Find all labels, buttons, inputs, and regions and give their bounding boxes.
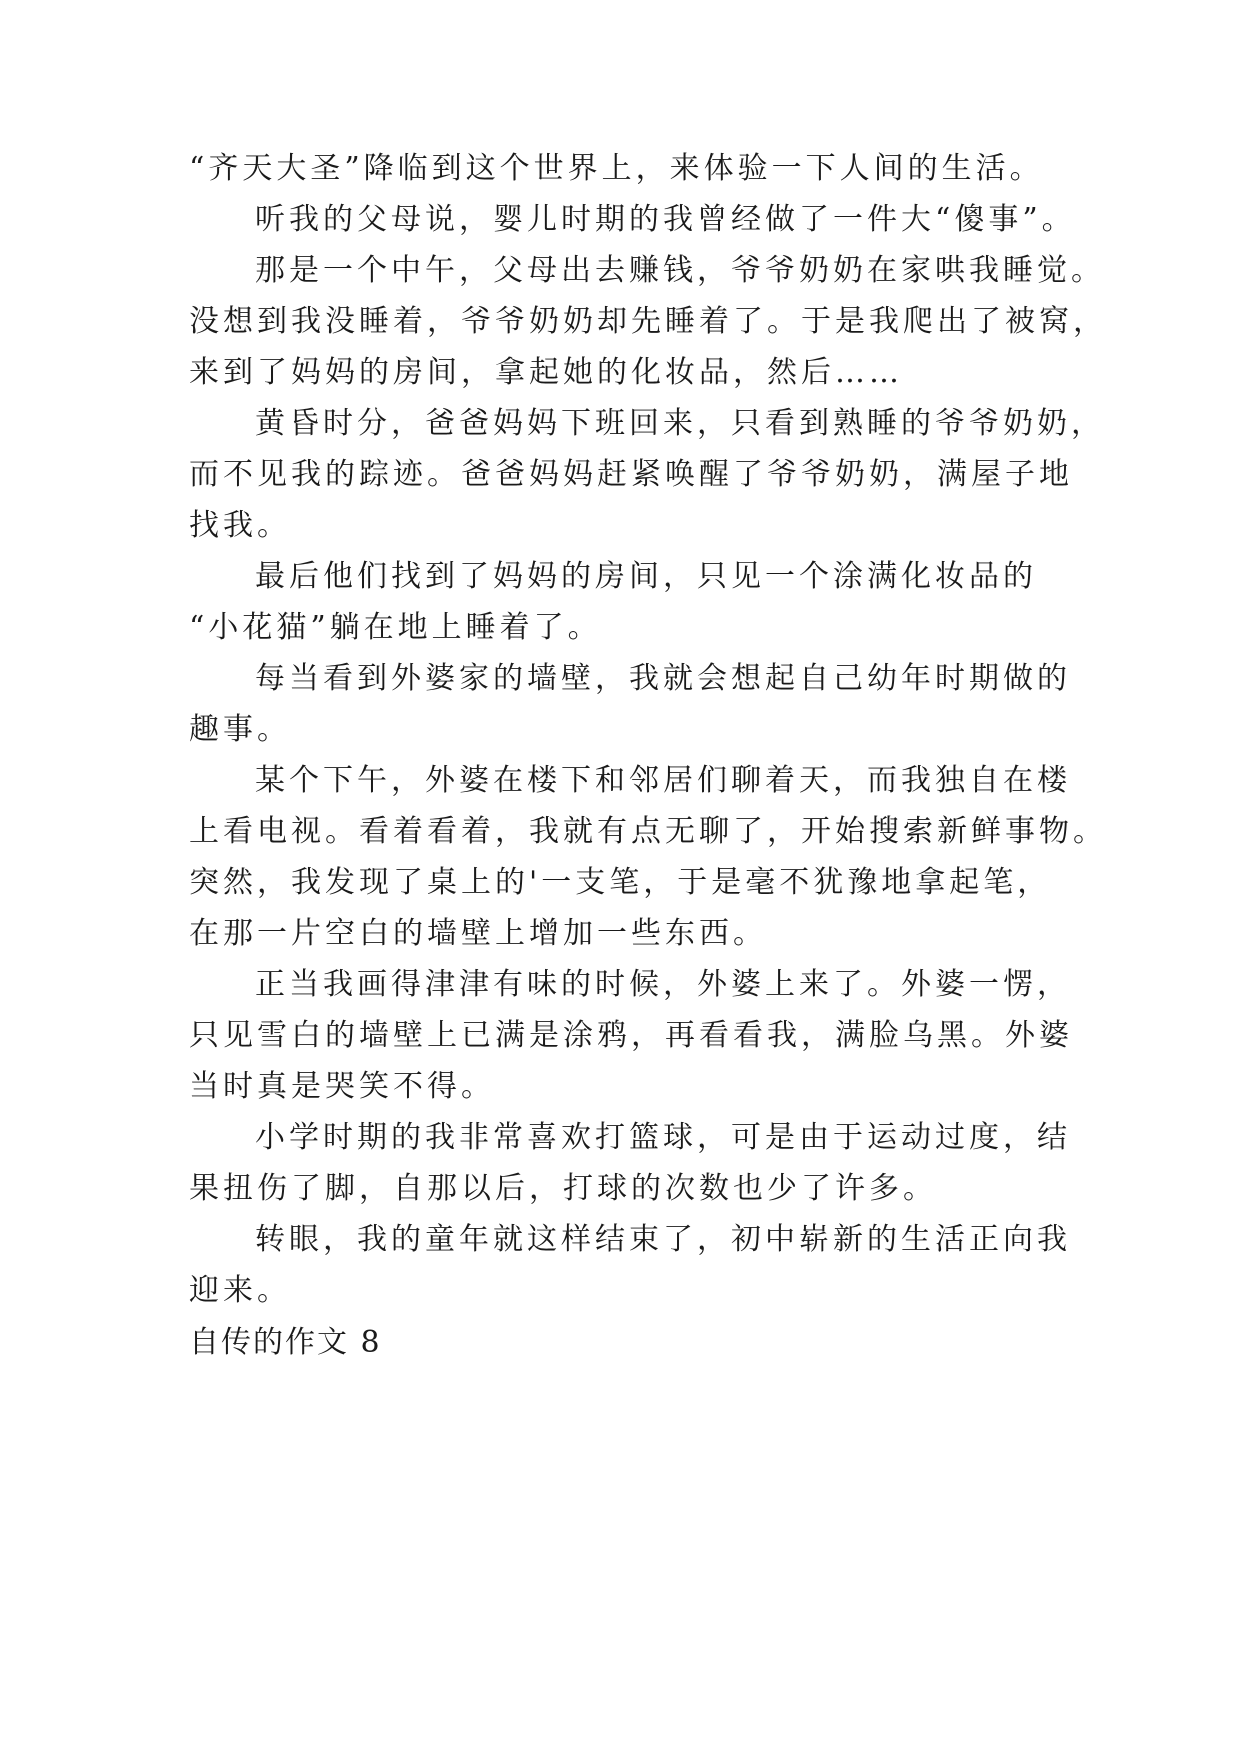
paragraph-start-line: 那是一个中午，父母出去赚钱，爷爷奶奶在家哄我睡觉。: [255, 253, 1105, 288]
text-line: 在那一片空白的墙壁上增加一些东西。: [189, 916, 767, 951]
text-line: “小花猫”躺在地上睡着了。: [189, 610, 602, 645]
text-line: 迎来。: [189, 1273, 291, 1308]
text-line: 突然，我发现了桌上的'一支笔，于是毫不犹豫地拿起笔，: [189, 865, 1052, 900]
paragraph-start-line: 正当我画得津津有味的时候，外婆上来了。外婆一愣，: [255, 967, 1071, 1002]
paragraph-start-line: 某个下午，外婆在楼下和邻居们聊着天，而我独自在楼: [255, 763, 1071, 798]
paragraph-start-line: 转眼，我的童年就这样结束了，初中崭新的生活正向我: [255, 1222, 1071, 1257]
text-line: 而不见我的踪迹。爸爸妈妈赶紧唤醒了爷爷奶奶，满屋子地: [189, 457, 1073, 492]
section-heading: 自传的作文 8: [189, 1325, 382, 1360]
text-line: 只见雪白的墙壁上已满是涂鸦，再看看我，满脸乌黑。外婆: [189, 1018, 1073, 1053]
text-line: 来到了妈妈的房间，拿起她的化妆品，然后……: [189, 355, 903, 390]
text-line: 没想到我没睡着，爷爷奶奶却先睡着了。于是我爬出了被窝，: [189, 304, 1107, 339]
text-line: 找我。: [189, 508, 291, 543]
text-line: 上看电视。看着看着，我就有点无聊了，开始搜索新鲜事物。: [189, 814, 1107, 849]
text-line: 当时真是哭笑不得。: [189, 1069, 495, 1104]
paragraph-start-line: 黄昏时分，爸爸妈妈下班回来，只看到熟睡的爷爷奶奶，: [255, 406, 1105, 441]
text-line: 果扭伤了脚，自那以后，打球的次数也少了许多。: [189, 1171, 937, 1206]
paragraph-start-line: 最后他们找到了妈妈的房间，只见一个涂满化妆品的: [255, 559, 1037, 594]
paragraph-start-line: 听我的父母说，婴儿时期的我曾经做了一件大“傻事”。: [255, 202, 1076, 237]
paragraph-start-line: 每当看到外婆家的墙壁，我就会想起自己幼年时期做的: [255, 661, 1071, 696]
paragraph-start-line: 小学时期的我非常喜欢打篮球，可是由于运动过度，结: [255, 1120, 1071, 1155]
text-line: 趣事。: [189, 712, 291, 747]
text-line: “齐天大圣”降临到这个世界上，来体验一下人间的生活。: [189, 151, 1044, 186]
